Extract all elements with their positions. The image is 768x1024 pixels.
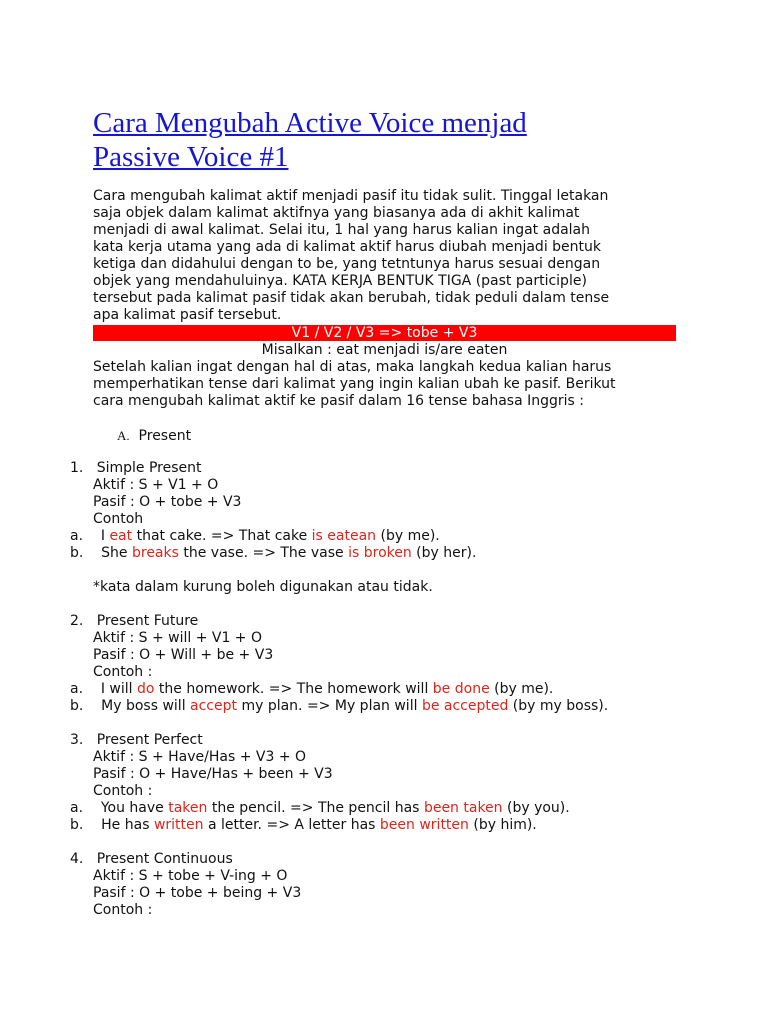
example-sentence: a. You have taken the pencil. => The pencil has been taken (by you).	[70, 800, 570, 816]
tense-heading: 3. Present Perfect	[70, 732, 203, 748]
intro-line: menjadi di awal kalimat. Selai itu, 1 hal yang harus kalian ingat adalah	[93, 222, 591, 238]
section-marker: A.	[117, 428, 130, 443]
formula-highlight: V1 / V2 / V3 => tobe + V3	[93, 325, 676, 341]
example-sentence: a. I eat that cake. => That cake is eatean (by me).	[70, 528, 440, 544]
intro-line: Cara mengubah kalimat aktif menjadi pasif itu tidak sulit. Tinggal letakan	[93, 188, 609, 204]
example-label: Contoh	[93, 511, 144, 527]
page-title	[93, 106, 693, 174]
example-line: Misalkan : eat menjadi is/are eaten	[261, 342, 508, 358]
intro-line: ketiga dan didahului dengan to be, yang tetntunya harus sesuai dengan	[93, 256, 601, 272]
tense-heading: 1. Simple Present	[70, 460, 202, 476]
passive-formula: Pasif : O + tobe + being + V3	[93, 885, 302, 901]
example-sentence: b. He has written a letter. => A letter has been written (by him).	[70, 817, 537, 833]
active-formula: Aktif : S + Have/Has + V3 + O	[93, 749, 307, 765]
passive-formula: Pasif : O + Have/Has + been + V3	[93, 766, 333, 782]
example-label: Contoh :	[93, 902, 153, 918]
second-paragraph	[93, 359, 683, 410]
para-line: cara mengubah kalimat aktif ke pasif dalam 16 tense bahasa Inggris :	[93, 393, 584, 409]
para-line: memperhatikan tense dari kalimat yang ingin kalian ubah ke pasif. Berikut	[93, 376, 616, 392]
section-label: Present	[138, 428, 192, 444]
para-line: Setelah kalian ingat dengan hal di atas, maka langkah kedua kalian harus	[93, 359, 612, 375]
example-sentence: b. She breaks the vase. => The vase is broken (by her).	[70, 545, 477, 561]
title-line-1: Cara Mengubah Active Voice menjad	[93, 107, 527, 139]
section-heading	[117, 427, 191, 445]
example-label: Contoh :	[93, 783, 153, 799]
active-formula: Aktif : S + V1 + O	[93, 477, 219, 493]
example-sentence: a. I will do the homework. => The homework will be done (by me).	[70, 681, 554, 697]
tense-heading: 2. Present Future	[70, 613, 199, 629]
intro-line: saja objek dalam kalimat aktifnya yang biasanya ada di akhit kalimat	[93, 205, 580, 221]
tense-heading: 4. Present Continuous	[70, 851, 233, 867]
intro-line: apa kalimat pasif tersebut.	[93, 307, 282, 323]
passive-formula: Pasif : O + tobe + V3	[93, 494, 242, 510]
passive-formula: Pasif : O + Will + be + V3	[93, 647, 274, 663]
active-formula: Aktif : S + will + V1 + O	[93, 630, 263, 646]
intro-line: objek yang mendahuluinya. KATA KERJA BENTUK TIGA (past participle)	[93, 273, 587, 289]
note-text: *kata dalam kurung boleh digunakan atau tidak.	[93, 579, 433, 595]
intro-paragraph	[93, 188, 683, 324]
intro-line: kata kerja utama yang ada di kalimat aktif harus diubah menjadi bentuk	[93, 239, 602, 255]
active-formula: Aktif : S + tobe + V-ing + O	[93, 868, 288, 884]
example-label: Contoh :	[93, 664, 153, 680]
title-line-2: Passive Voice #1	[93, 141, 289, 173]
example-sentence: b. My boss will accept my plan. => My plan will be accepted (by my boss).	[70, 698, 609, 714]
intro-line: tersebut pada kalimat pasif tidak akan berubah, tidak peduli dalam tense	[93, 290, 610, 306]
